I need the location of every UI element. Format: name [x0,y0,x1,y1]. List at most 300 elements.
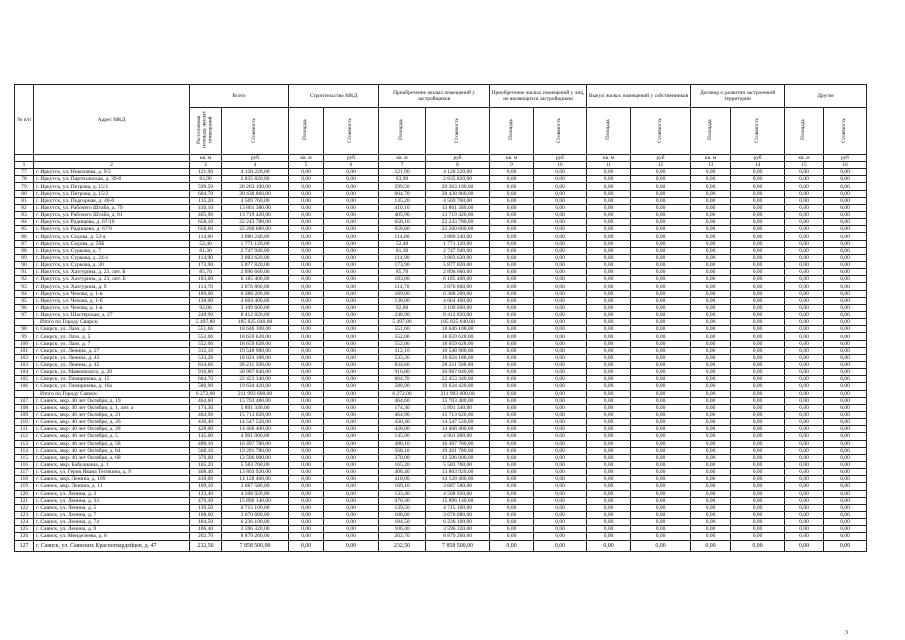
total-cost-cell: 6 388 200,00 [222,290,289,297]
row-number-cell: 90 [15,262,34,269]
address-cell: г. Иркутск, ул. Радищева, д. 67/10 [34,219,190,226]
total-cost-cell: 22 453 340,00 [222,376,289,383]
construction-area-cell: 0,00 [289,304,324,311]
address-cell: г. Иркутск, ул. Суркова, д. 30 [34,262,190,269]
zero-cost-cell: 0,00 [731,333,785,340]
total-cost-cell: 4 569 760,00 [222,197,289,204]
zero-area-cell: 0,00 [490,390,534,397]
column-number: 1 [15,162,34,169]
total-cost-cell: 16 497 780,00 [222,440,289,447]
developer-cost-cell: 3 876 860,00 [426,283,490,290]
zero-cost-cell: 0,00 [824,304,867,311]
zero-cost-cell: 0,00 [534,283,587,290]
total-area-cell: 189,00 [190,290,222,297]
zero-cost-cell: 0,00 [534,262,587,269]
zero-area-cell: 0,00 [691,240,731,247]
total-cost-cell: 3 596 320,00 [222,526,289,533]
zero-cost-cell: 0,00 [534,511,587,518]
zero-cost-cell: 0,00 [534,197,587,204]
unit-money: руб [534,155,587,162]
zero-area-cell: 0,00 [490,476,534,483]
unit-money: руб [222,155,289,162]
construction-area-cell: 0,00 [289,276,324,283]
table-row [15,519,867,526]
zero-cost-cell: 0,00 [631,276,691,283]
total-cost-cell: 3 670 680,00 [222,511,289,518]
zero-cost-cell: 0,00 [824,519,867,526]
zero-cost-cell: 0,00 [534,469,587,476]
zero-area-cell: 0,00 [785,483,824,490]
developer-cost-cell: 20 263 100,00 [426,183,490,190]
zero-cost-cell: 0,00 [731,519,785,526]
zero-cost-cell: 0,00 [824,297,867,304]
zero-cost-cell: 0,00 [824,219,867,226]
construction-area-cell: 0,00 [289,169,324,176]
address-cell: г. Иркутск, ул. Хазгурина, д. 9 [34,283,190,290]
table-row [15,369,867,376]
page-number: 3 [845,630,848,636]
total-area-cell: 135,20 [190,197,222,204]
subheader-area: Площадь [691,108,731,155]
construction-cost-cell: 0,00 [324,497,379,504]
construction-area-cell: 0,00 [289,390,324,397]
zero-area-cell: 0,00 [587,312,631,319]
total-area-cell: 114,90 [190,254,222,261]
developer-cost-cell: 15 713 620,00 [426,411,490,418]
developer-cost-cell: 13 719 420,00 [426,212,490,219]
zero-cost-cell: 0,00 [824,461,867,468]
zero-area-cell: 0,00 [587,419,631,426]
developer-cost-cell: 22 453 340,00 [426,376,490,383]
total-area-cell: 410,10 [190,204,222,211]
zero-area-cell: 0,00 [587,447,631,454]
developer-area-cell: 312,10 [379,347,426,354]
total-area-cell: 133,40 [190,490,222,497]
zero-cost-cell: 0,00 [824,526,867,533]
zero-cost-cell: 0,00 [824,262,867,269]
zero-cost-cell: 0,00 [731,411,785,418]
zero-area-cell: 0,00 [785,397,824,404]
zero-cost-cell: 0,00 [824,276,867,283]
zero-area-cell: 0,00 [587,169,631,176]
zero-cost-cell: 0,00 [824,254,867,261]
address-cell: г. Свирск, ул. Тимирязева, д. 16а [34,383,190,390]
zero-cost-cell: 0,00 [731,469,785,476]
row-number-cell: 82 [15,204,34,211]
zero-cost-cell: 0,00 [824,497,867,504]
zero-area-cell: 0,00 [490,419,534,426]
construction-area-cell: 0,00 [289,362,324,369]
column-number: 12 [631,162,691,169]
unit-area: кв. м [691,155,731,162]
zero-cost-cell: 0,00 [534,204,587,211]
construction-cost-cell: 0,00 [324,262,379,269]
zero-cost-cell: 0,00 [731,369,785,376]
zero-area-cell: 0,00 [587,383,631,390]
row-number-cell: 96 [15,304,34,311]
address-cell: г. Свирск, ул. Тимирязева, д. 15 [34,376,190,383]
zero-area-cell: 0,00 [587,440,631,447]
zero-cost-cell: 0,00 [824,226,867,233]
subtotal-row [15,319,867,326]
zero-cost-cell: 0,00 [631,326,691,333]
construction-cost-cell: 0,00 [324,190,379,197]
unit-empty [34,155,190,162]
zero-cost-cell: 0,00 [631,390,691,397]
construction-cost-cell: 0,00 [324,326,379,333]
address-cell: г. Иркутск, ул. Чехова, д. 1-б [34,297,190,304]
row-number-cell: 97 [15,312,34,319]
developer-cost-cell: 14 466 400,00 [426,426,490,433]
zero-area-cell: 0,00 [691,247,731,254]
zero-area-cell: 0,00 [587,397,631,404]
zero-cost-cell: 0,00 [731,362,785,369]
zero-area-cell: 0,00 [785,526,824,533]
total-cost-cell: 20 263 100,00 [222,183,289,190]
table-row [15,212,867,219]
zero-cost-cell: 0,00 [824,362,867,369]
total-area-cell: 139,50 [190,504,222,511]
column-number: 9 [490,162,534,169]
zero-cost-cell: 0,00 [534,454,587,461]
total-cost-cell: 20 438 860,00 [222,190,289,197]
zero-area-cell: 0,00 [490,340,534,347]
total-area-cell: 551,66 [190,326,222,333]
developer-area-cell: 114,80 [379,233,426,240]
zero-cost-cell: 0,00 [534,533,587,540]
developer-cost-cell: 18 024 188,00 [426,354,490,361]
zero-cost-cell: 0,00 [731,269,785,276]
table-row [15,511,867,518]
zero-cost-cell: 0,00 [631,340,691,347]
total-area-cell: 114,70 [190,283,222,290]
zero-area-cell: 0,00 [691,454,731,461]
total-cost-cell: 3 687 580,00 [222,483,289,490]
construction-area-cell: 0,00 [289,326,324,333]
total-cost-cell: 13 861 380,00 [222,204,289,211]
zero-area-cell: 0,00 [587,340,631,347]
zero-area-cell: 0,00 [785,190,824,197]
developer-cost-cell: 3 883 620,00 [426,254,490,261]
developer-area-cell: 464,90 [379,411,426,418]
construction-cost-cell: 0,00 [324,490,379,497]
zero-area-cell: 0,00 [691,519,731,526]
row-number-cell: 100 [15,340,34,347]
group-header-total: Всего [190,85,289,108]
zero-area-cell: 0,00 [490,233,534,240]
zero-cost-cell: 0,00 [731,461,785,468]
construction-cost-cell: 0,00 [324,540,379,551]
zero-area-cell: 0,00 [587,240,631,247]
zero-cost-cell: 0,00 [631,476,691,483]
zero-cost-cell: 0,00 [731,254,785,261]
zero-cost-cell: 0,00 [631,411,691,418]
zero-cost-cell: 0,00 [631,354,691,361]
construction-cost-cell: 0,00 [324,197,379,204]
address-cell: г. Саянск, мкр. 40 лет Октября, д. 1, лит. а [34,404,190,411]
zero-area-cell: 0,00 [785,447,824,454]
table-row [15,469,867,476]
table-row [15,411,867,418]
total-area-cell: 184,50 [190,519,222,526]
zero-cost-cell: 0,00 [824,176,867,183]
table-row [15,383,867,390]
construction-area-cell: 0,00 [289,490,324,497]
table-row [15,540,867,551]
total-area-cell: 173,90 [190,262,222,269]
col-number-header: № п/п [15,85,34,155]
zero-cost-cell: 0,00 [534,340,587,347]
construction-area-cell: 0,00 [289,526,324,533]
construction-cost-cell: 0,00 [324,426,379,433]
zero-cost-cell: 0,00 [824,197,867,204]
zero-cost-cell: 0,00 [534,369,587,376]
developer-cost-cell: 22 260 680,00 [426,226,490,233]
table-row [15,347,867,354]
zero-area-cell: 0,00 [785,247,824,254]
developer-cost-cell: 22 243 780,00 [426,219,490,226]
construction-cost-cell: 0,00 [324,226,379,233]
total-area-cell: 174,30 [190,404,222,411]
zero-area-cell: 0,00 [587,354,631,361]
construction-cost-cell: 0,00 [324,483,379,490]
zero-cost-cell: 0,00 [534,304,587,311]
construction-area-cell: 0,00 [289,254,324,261]
zero-cost-cell: 0,00 [824,483,867,490]
total-cost-cell: 18 024 188,00 [222,354,289,361]
zero-area-cell: 0,00 [587,519,631,526]
zero-area-cell: 0,00 [691,376,731,383]
subheader-cost: Стоимость [534,108,587,155]
zero-cost-cell: 0,00 [824,540,867,551]
developer-area-cell: 464,60 [379,397,426,404]
zero-cost-cell: 0,00 [534,183,587,190]
zero-cost-cell: 0,00 [631,419,691,426]
address-cell: г. Саянск, ул. Саянских Красногвардейцев, д. 47 [34,540,190,551]
zero-cost-cell: 0,00 [731,183,785,190]
total-cost-cell: 18 659 628,00 [222,340,289,347]
table-row [15,397,867,404]
zero-cost-cell: 0,00 [631,483,691,490]
address-cell: г. Иркутск, ул. Хазгурина, д. 23, лит. Б [34,269,190,276]
zero-area-cell: 0,00 [587,476,631,483]
table-row [15,504,867,511]
zero-cost-cell: 0,00 [824,533,867,540]
unit-area: кв. м [379,155,426,162]
total-area-cell: 418,00 [190,476,222,483]
table-row [15,454,867,461]
developer-cost-cell: 4 715 100,00 [426,504,490,511]
table-row [15,404,867,411]
zero-area-cell: 0,00 [490,526,534,533]
address-cell: г. Саянск, мкр. Ленина, д. 11 [34,483,190,490]
total-cost-cell: 4 664 400,00 [222,297,289,304]
row-number-cell: 119 [15,483,34,490]
address-cell: г. Саянск, мкр. 40 лет Октября, д. 58 [34,440,190,447]
total-cost-cell: 2 896 660,00 [222,269,289,276]
construction-area-cell: 0,00 [289,369,324,376]
zero-cost-cell: 0,00 [631,169,691,176]
total-area-cell: 568,10 [190,447,222,454]
zero-area-cell: 0,00 [785,461,824,468]
zero-area-cell: 0,00 [587,497,631,504]
zero-cost-cell: 0,00 [731,526,785,533]
zero-area-cell: 0,00 [691,312,731,319]
zero-area-cell: 0,00 [587,433,631,440]
total-area-cell: 658,10 [190,219,222,226]
total-cost-cell: 5 583 760,00 [222,461,289,468]
zero-area-cell: 0,00 [490,504,534,511]
zero-area-cell: 0,00 [587,297,631,304]
column-number: 4 [222,162,289,169]
total-area-cell: 533,26 [190,354,222,361]
zero-area-cell: 0,00 [785,433,824,440]
developer-cost-cell: 18 659 628,00 [426,333,490,340]
zero-cost-cell: 0,00 [631,519,691,526]
table-row [15,226,867,233]
zero-cost-cell: 0,00 [631,511,691,518]
zero-cost-cell: 0,00 [631,383,691,390]
construction-area-cell: 0,00 [289,533,324,540]
address-cell: г. Иркутск, ул. Хазгурина, д. 23, лит. Е [34,276,190,283]
table-row [15,433,867,440]
zero-cost-cell: 0,00 [534,212,587,219]
zero-area-cell: 0,00 [691,526,731,533]
zero-cost-cell: 0,00 [534,433,587,440]
row-number-cell: 106 [15,383,34,390]
developer-area-cell: 184,50 [379,519,426,526]
address-cell: г. Саянск, мкр. 40 лет Октября, д. 5 [34,433,190,440]
zero-cost-cell: 0,00 [731,340,785,347]
row-number-cell: 104 [15,369,34,376]
zero-cost-cell: 0,00 [631,497,691,504]
zero-cost-cell: 0,00 [534,269,587,276]
zero-area-cell: 0,00 [490,183,534,190]
developer-cost-cell: 3 596 320,00 [426,526,490,533]
construction-cost-cell: 0,00 [324,247,379,254]
column-number: 8 [426,162,490,169]
zero-cost-cell: 0,00 [534,226,587,233]
zero-area-cell: 0,00 [691,319,731,326]
zero-area-cell: 0,00 [785,440,824,447]
column-number: 7 [379,162,426,169]
zero-cost-cell: 0,00 [824,333,867,340]
construction-area-cell: 0,00 [289,476,324,483]
row-number-cell: 126 [15,533,34,540]
developer-area-cell: 85,70 [379,269,426,276]
zero-area-cell: 0,00 [785,240,824,247]
table-row [15,497,867,504]
zero-area-cell: 0,00 [490,540,534,551]
zero-area-cell: 0,00 [691,347,731,354]
zero-cost-cell: 0,00 [731,297,785,304]
zero-area-cell: 0,00 [587,190,631,197]
zero-cost-cell: 0,00 [631,233,691,240]
zero-area-cell: 0,00 [490,190,534,197]
col-address-header: Адрес МКД [34,85,190,155]
zero-cost-cell: 0,00 [631,212,691,219]
zero-area-cell: 0,00 [587,404,631,411]
subheader-area: Площадь [289,108,324,155]
zero-cost-cell: 0,00 [631,219,691,226]
zero-area-cell: 0,00 [587,262,631,269]
zero-cost-cell: 0,00 [534,169,587,176]
zero-cost-cell: 0,00 [731,533,785,540]
zero-area-cell: 0,00 [490,533,534,540]
zero-area-cell: 0,00 [691,362,731,369]
zero-cost-cell: 0,00 [731,233,785,240]
construction-area-cell: 0,00 [289,190,324,197]
zero-area-cell: 0,00 [691,511,731,518]
zero-area-cell: 0,00 [587,204,631,211]
zero-cost-cell: 0,00 [534,440,587,447]
row-number-cell: 118 [15,476,34,483]
construction-cost-cell: 0,00 [324,233,379,240]
zero-area-cell: 0,00 [785,347,824,354]
zero-cost-cell: 0,00 [731,304,785,311]
developer-area-cell: 470,30 [379,497,426,504]
construction-cost-cell: 0,00 [324,433,379,440]
group-header-construction: Строительство МКД [289,85,379,108]
zero-cost-cell: 0,00 [534,319,587,326]
construction-cost-cell: 0,00 [324,376,379,383]
construction-area-cell: 0,00 [289,440,324,447]
developer-area-cell: 173,90 [379,262,426,269]
zero-area-cell: 0,00 [587,454,631,461]
column-number: 13 [691,162,731,169]
row-number-cell: 83 [15,212,34,219]
address-cell: г. Саянск, ул. Менделеева, д. 6 [34,533,190,540]
construction-area-cell: 0,00 [289,411,324,418]
developer-area-cell: 262,70 [379,533,426,540]
zero-area-cell: 0,00 [490,304,534,311]
zero-cost-cell: 0,00 [534,397,587,404]
construction-area-cell: 0,00 [289,340,324,347]
developer-area-cell: 551,66 [379,326,426,333]
address-cell: г. Саянск, мкр. 40 лет Октября, д. 26 [34,419,190,426]
zero-cost-cell: 0,00 [731,354,785,361]
table-row [15,176,867,183]
zero-area-cell: 0,00 [490,204,534,211]
total-area-cell: 658,60 [190,226,222,233]
zero-cost-cell: 0,00 [731,404,785,411]
construction-area-cell: 0,00 [289,354,324,361]
address-cell: г. Иркутск, ул. Рабочего Штаба, д. 79 [34,204,190,211]
developer-cost-cell: 30 987 840,00 [426,369,490,376]
zero-area-cell: 0,00 [691,404,731,411]
address-cell: г. Саянск, ул. Ленина, д. 74 [34,519,190,526]
developer-area-cell: 405,90 [379,212,426,219]
developer-area-cell: 133,40 [379,490,426,497]
zero-cost-cell: 0,00 [731,419,785,426]
zero-area-cell: 0,00 [691,533,731,540]
construction-cost-cell: 0,00 [324,269,379,276]
table-row [15,447,867,454]
construction-area-cell: 0,00 [289,376,324,383]
table-row [15,219,867,226]
zero-area-cell: 0,00 [490,461,534,468]
zero-area-cell: 0,00 [490,354,534,361]
zero-cost-cell: 0,00 [731,319,785,326]
zero-cost-cell: 0,00 [731,290,785,297]
row-number-cell: 115 [15,454,34,461]
zero-cost-cell: 0,00 [824,426,867,433]
zero-cost-cell: 0,00 [631,490,691,497]
developer-cost-cell: 2 747 940,00 [426,247,490,254]
construction-cost-cell: 0,00 [324,276,379,283]
total-area-cell: 552,06 [190,340,222,347]
zero-area-cell: 0,00 [587,247,631,254]
